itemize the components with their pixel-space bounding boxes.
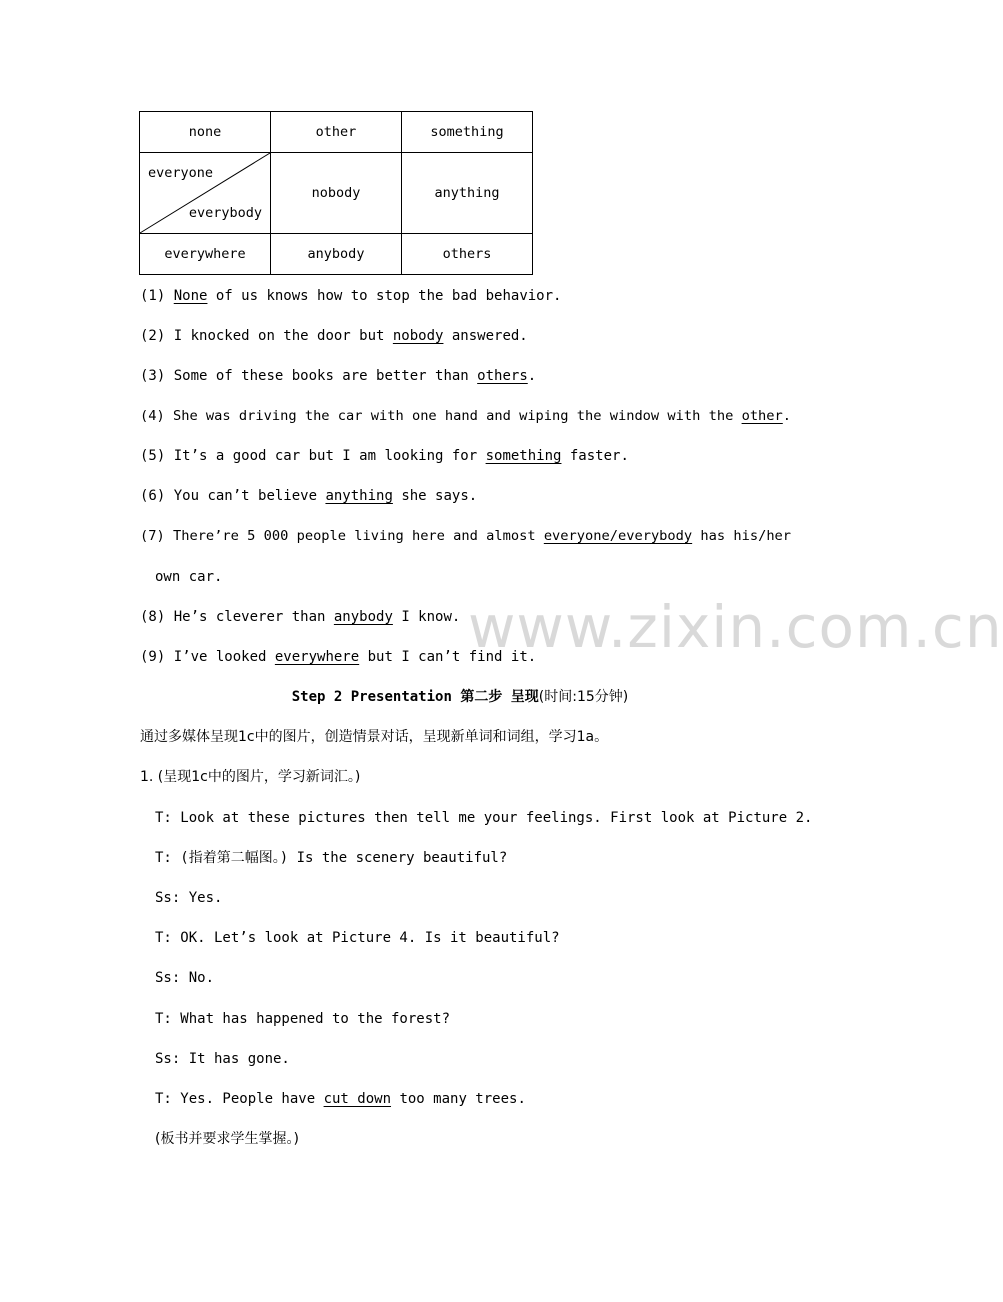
- item-heading: 1. (呈现1c中的图片，学习新词汇。): [140, 769, 361, 785]
- table-row: [140, 153, 533, 234]
- intro-text: 通过多媒体呈现1c中的图片，创造情景对话，呈现新单词和词组，学习1a。: [140, 729, 609, 745]
- answer: anything: [325, 488, 393, 504]
- exercise-line: (9) I’ve looked everywhere but I can’t find it.: [140, 649, 537, 665]
- diagonal-cell: [140, 153, 271, 234]
- exercise-line: (4) She was driving the car with one hand and wiping the window with the other.: [140, 408, 792, 424]
- dialogue-line: Ss: It has gone.: [155, 1051, 290, 1067]
- table-row: [140, 112, 533, 153]
- answer: something: [485, 448, 562, 464]
- table-cell: anybody: [271, 234, 402, 275]
- step-heading: Step 2 Presentation 第二步 呈现(时间:15分钟): [291, 689, 629, 705]
- dialogue-line: T: Yes. People have cut down too many trees.: [155, 1091, 526, 1107]
- exercise-continuation: own car.: [155, 569, 223, 585]
- answer: None: [173, 288, 208, 304]
- answer: everyone/everybody: [543, 528, 693, 544]
- dialogue-line: Ss: Yes.: [155, 890, 223, 906]
- dialogue-line: T: What has happened to the forest?: [155, 1011, 451, 1027]
- diagonal-top-label: everyone: [148, 165, 214, 181]
- dialogue-line: T: Look at these pictures then tell me your feelings. First look at Picture 2.: [155, 810, 813, 826]
- answer: anybody: [333, 609, 393, 625]
- table-cell: nobody: [271, 153, 402, 234]
- exercise-line: (7) There’re 5 000 people living here and almost everyone/everybody has his/her: [140, 528, 792, 544]
- dialogue-line: Ss: No.: [155, 970, 215, 986]
- table-row: [140, 234, 533, 275]
- exercise-line: (8) He’s cleverer than anybody I know.: [140, 609, 461, 625]
- diagonal-bottom-label: everybody: [188, 205, 262, 221]
- answer: nobody: [392, 328, 444, 344]
- board-note: (板书并要求学生掌握。): [155, 1131, 299, 1147]
- table-cell: everywhere: [140, 234, 271, 275]
- table-cell: anything: [402, 153, 533, 234]
- table-cell: something: [402, 112, 533, 153]
- exercise-line: (2) I knocked on the door but nobody answered.: [140, 328, 528, 344]
- table-cell: others: [402, 234, 533, 275]
- exercise-line: (6) You can’t believe anything she says.: [140, 488, 478, 504]
- answer: everywhere: [274, 649, 360, 665]
- answer: others: [477, 368, 528, 384]
- dialogue-line: T: (指着第二幅图。) Is the scenery beautiful?: [155, 850, 508, 866]
- table-cell: other: [271, 112, 402, 153]
- exercise-line: (1) None of us knows how to stop the bad behavior.: [140, 288, 562, 304]
- exercise-line: (5) It’s a good car but I am looking for something faster.: [140, 448, 629, 464]
- table-cell: none: [140, 112, 271, 153]
- pronoun-table: [139, 111, 533, 275]
- exercise-line: (3) Some of these books are better than others.: [140, 368, 537, 384]
- answer: cut down: [323, 1091, 392, 1107]
- answer: other: [741, 408, 783, 424]
- dialogue-line: T: OK. Let’s look at Picture 4. Is it beautiful?: [155, 930, 560, 946]
- watermark: www.zixin.com.cn: [468, 593, 1003, 661]
